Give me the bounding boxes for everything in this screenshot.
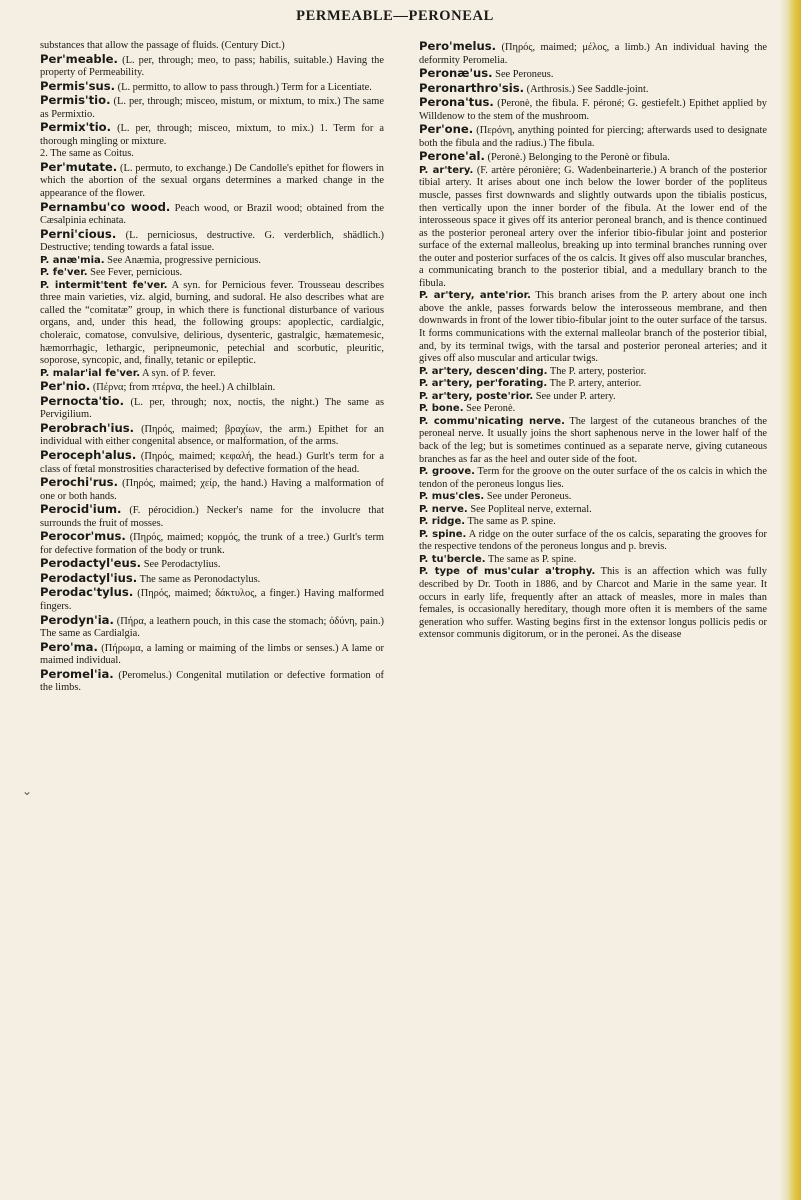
entry-definition: (Πηρός, maimed; κεφαλή, the head.) Gurlt's term for a class of fœtal monstrosities characterised by defective formation of the head. (40, 450, 384, 475)
entry-headword: P. ar'tery, poste'rior. (419, 390, 534, 402)
entry-definition: (Πηρός, maimed; μέλος, a limb.) An individual having the deformity Peromelia. (419, 42, 767, 66)
entry-definition: The P. artery, posterior. (547, 365, 647, 377)
dictionary-entry (40, 94, 384, 121)
entry-headword: Perodactyl'eus. (40, 556, 142, 571)
entry-headword: P. groove. (419, 466, 475, 478)
entry-definition: The largest of the cutaneous branches of the peroneal nerve. It usually joins the short saphenous nerve in the lower half of the back of the leg; but is sometimes continued as a separate nerve, giving cutaneous branches as far as the heel and outer side of the foot. (419, 415, 767, 465)
entry-definition: This is an affection which was fully described by Dr. Tooth in 1886, and by Charcot and Marie in the same year. It occurs in early life, frequently after an attack of measles, more in males than females, is occasionally hereditary, though more often it is members of the same generation who suffer. Wasting begins first in the extensor longus pollicis pedis or extensor communis digitorum, or in the peronei. As the disease (419, 566, 767, 641)
dictionary-entry (40, 614, 384, 641)
entry-definition: See Peronè. (463, 403, 516, 415)
entry-definition: See Anæmia, progressive pernicious. (104, 254, 261, 266)
entry-definition: See under Peroneus. (484, 491, 572, 503)
dictionary-entry (419, 82, 767, 97)
entry-headword: P. anæ'mia. (40, 254, 105, 266)
entry-definition: A syn. of P. fever. (140, 367, 216, 379)
entry-headword: Perni'cious. (40, 226, 117, 241)
dictionary-entry (419, 504, 767, 517)
entry-definition: (Πηρός, maimed; βραχίων, the arm.) Epithet for an individual with either congenital absence, or malformation, of the arms. (40, 423, 384, 448)
entry-definition: See Peroneus. (492, 69, 554, 81)
dictionary-entry (419, 416, 767, 466)
entry-headword: P. ar'tery, ante'rior. (419, 290, 531, 302)
dictionary-entry (40, 53, 384, 80)
dictionary-entry (40, 121, 384, 148)
entry-headword: P. ar'tery. (419, 164, 474, 176)
entry-headword: P. malar'ial fe'ver. (40, 367, 140, 379)
dictionary-entry (40, 280, 384, 368)
entry-headword: P. bone. (419, 403, 464, 415)
entry-headword: P. tu'bercle. (419, 553, 486, 565)
entry-headword: P. mus'cles. (419, 491, 485, 503)
entry-definition: See Perodactylius. (141, 559, 221, 571)
entry-headword: Pernocta'tio. (40, 393, 124, 408)
entry-headword: Perodactyl'ius. (40, 570, 138, 585)
dictionary-entry (40, 80, 384, 95)
entry-headword: P. ar'tery, descen'ding. (419, 365, 548, 377)
entry-definition: (Peronè, the fibula. F. péroné; G. gestiefelt.) Epithet applied by Willdenow to the stem of the mushroom. (419, 98, 767, 122)
entry-definition: (Peronè.) Belonging to the Peronè or fibula. (484, 152, 670, 164)
entry-headword: Per'mutate. (40, 159, 118, 174)
entry-definition: (L. permuto, to exchange.) De Candolle's epithet for flowers in which the abortion of the sexual organs determines a marked change in the appearance of the flower. (40, 162, 384, 200)
entry-headword: P. intermit'tent fe'ver. (40, 279, 168, 291)
entry-definition: Term for the groove on the outer surface of the os calcis in which the tendon of the peroneus longus lies. (419, 466, 767, 490)
entry-definition: (F. artère péronière; G. Wadenbeinarterie.) A branch of the posterior tibial artery. It arises about one inch below the lower border of the popliteus muscle, passes first downwards and slightly outwards upon the tibialis posticus, then vertically upon the inner border of the fibula. At the lower end of the interosseous space it gives off its anterior peroneal branch, and is thence continued as the posterior peroneal artery over the inferior tibio-fibular joint and posterior surface of the external malleolus, breaking up into terminal branches running over the outer and posterior surfaces of the os calcis. It gives off also muscular branches, a communicating branch to the posterior tibial, and a medullary branch to the fibula. (419, 164, 767, 289)
dictionary-entry (40, 161, 384, 201)
entry-headword: Peronarthro'sis. (419, 80, 525, 95)
entry-headword: Perobrach'ius. (40, 420, 135, 435)
entry-definition: A syn. for Pernicious fever. Trousseau describes three main varieties, viz. algid, burning, and sudoral. He also describes what are called the “comitatæ” group, in which there is functional disturbance of various organs, and, under this head, the following groups: apoplectic, cardialgic, choleraic, comatose, convulsive, delirious, dysenteric, gastralgic, hæmatemesic, hæmorrhagic, lethargic, peripneumonic, petechial and scorbutic, pleuritic, soporose, syncopic, and, finally, tetanic or epileptic. (40, 279, 385, 367)
dictionary-entry (40, 201, 384, 228)
entry-headword: Permis'sus. (40, 78, 116, 93)
dictionary-entry (40, 380, 384, 395)
running-header: PERMEABLE—PERONEAL (296, 8, 494, 24)
entry-definition: A ridge on the outer surface of the os calcis, separating the grooves for the respective tendons of the peroneus longus and p. brevis. (419, 528, 768, 553)
entry-definition: (Πηρός, maimed; δάκτυλος, a finger.) Having malformed fingers. (40, 588, 384, 612)
entry-definition: The same as Peronodactylus. (137, 573, 261, 585)
entry-definition: The same as P. spine. (465, 516, 556, 528)
entry-headword: Peroceph'alus. (40, 447, 137, 462)
dictionary-entry (40, 228, 384, 255)
entry-headword: P. commu'nicating nerve. (419, 415, 565, 427)
entry-headword: Perodyn'ia. (40, 612, 114, 627)
entry-definition: (L. per, through; nox, noctis, the night.) The same as Pervigilium. (40, 396, 384, 421)
dictionary-entry (419, 554, 767, 567)
dictionary-entry (40, 449, 384, 476)
entry-headword: Pero'melus. (419, 39, 497, 53)
entry-headword: P. ar'tery, per'forating. (419, 378, 548, 390)
dictionary-entry (419, 529, 767, 554)
entry-definition: (Πήρα, a leathern pouch, in this case the stomach; ὀδύνη, pain.) The same as Cardialgia. (40, 615, 384, 640)
entry-definition: The same as P. spine. (485, 553, 577, 565)
dictionary-entry (419, 67, 767, 82)
entry-headword: Perocor'mus. (40, 529, 126, 544)
dictionary-entry (419, 165, 767, 290)
dictionary-entry (40, 586, 384, 613)
dictionary-entry (419, 491, 767, 504)
entry-headword: Permix'tio. (40, 120, 112, 135)
entry-definition: The P. artery, anterior. (547, 378, 642, 390)
dictionary-entry (40, 368, 384, 381)
entry-definition: See Fever, pernicious. (87, 267, 183, 279)
entry-definition: (L. per, through; misceo, mistum, or mixtum, to mix.) The same as Permixtio. (40, 96, 384, 120)
entry-definition: (L. per, through; misceo, mixtum, to mix.) 1. Term for a thorough mingling or mixture. (40, 123, 384, 147)
entry-headword: Per'meable. (40, 51, 118, 66)
entry-definition: Peach wood, or Brazil wood; obtained from the Cæsalpinia echinata. (40, 202, 384, 227)
dictionary-entry (419, 366, 767, 379)
entry-definition: This branch arises from the P. artery about one inch above the ankle, passes forwards below the interosseous membrane, and then downwards in front of the lower tibio-fibular joint to the outer surface of the tarsus. It forms communications with the external malleolar branch of the posterior tibial, and, by its terminal twigs, with the tarsal and posterior peroneal arteries; and it gives off also muscular and articular twigs. (419, 290, 767, 365)
entry-definition: 2. The same as Coitus. (40, 148, 134, 160)
entry-headword: Per'one. (419, 122, 474, 137)
dictionary-entry (419, 466, 767, 491)
dictionary-entry (419, 96, 767, 123)
right-column (419, 40, 767, 642)
entry-definition: (F. pérocidion.) Necker's name for the involucre that surrounds the fruit of mosses. (40, 505, 384, 529)
entry-headword: Perocid'ium. (40, 502, 122, 517)
entry-headword: Perochi'rus. (40, 475, 118, 490)
entry-definition: (Arthrosis.) See Saddle-joint. (524, 83, 649, 95)
margin-mark: ⌄ (22, 784, 33, 798)
entry-headword: Peronæ'us. (419, 66, 493, 81)
dictionary-entry (419, 403, 767, 416)
entry-definition: (L. perniciosus, destructive. G. verderblich, shädlich.) Destructive; tending towards a fatal issue. (40, 229, 384, 254)
dictionary-entry (419, 150, 767, 165)
dictionary-entry (419, 391, 767, 404)
dictionary-entry (419, 378, 767, 391)
dictionary-entry (40, 503, 384, 530)
dictionary-entry (40, 668, 384, 695)
dictionary-entry (40, 395, 384, 422)
entry-definition: (Peromelus.) Congenital mutilation or defective formation of the limbs. (40, 669, 384, 694)
dictionary-entry (419, 290, 767, 365)
entry-headword: Perone'al. (419, 149, 485, 164)
entry-definition: (Περόνη, anything pointed for piercing; afterwards used to designate both the fibula and the radius.) The fibula. (419, 125, 767, 149)
dictionary-entry (419, 566, 767, 641)
entry-headword: P. type of mus'cular a'trophy. (419, 566, 596, 578)
entry-headword: Pernambu'co wood. (40, 199, 171, 214)
entry-definition: (Πέρνα; from πτέρνα, the heel.) A chilblain. (90, 382, 276, 394)
dictionary-entry (419, 516, 767, 529)
dictionary-entry (40, 422, 384, 449)
entry-headword: Perona'tus. (419, 95, 494, 110)
dictionary-entry (419, 123, 767, 150)
entry-definition: See under P. artery. (533, 390, 616, 402)
entry-headword: P. nerve. (419, 503, 468, 515)
dictionary-entry (40, 476, 384, 503)
dictionary-entry (40, 641, 384, 668)
dictionary-entry (40, 255, 384, 268)
entry-definition: (L. per, through; meo, to pass; habilis, suitable.) Having the property of Permeability. (40, 54, 384, 79)
dictionary-entry (40, 530, 384, 557)
entry-definition: (Πηρός, maimed; χείρ, the hand.) Having a malformation of one or both hands. (40, 478, 384, 502)
entry-headword: Permis'tio. (40, 93, 111, 108)
entry-headword: Perodac'tylus. (40, 585, 134, 600)
entry-definition: (L. permitto, to allow to pass through.) Term for a Licentiate. (115, 81, 372, 93)
dictionary-entry (419, 40, 767, 67)
left-column (40, 40, 384, 695)
dictionary-entry (40, 267, 384, 280)
entry-headword: P. spine. (419, 528, 467, 540)
entry-definition: (Πηρός, maimed; κορμός, the trunk of a tree.) Gurlt's term for defective formation of the body or trunk. (40, 532, 384, 556)
entry-definition: See Popliteal nerve, external. (467, 503, 592, 515)
entry-headword: Pero'ma. (40, 639, 98, 654)
entry-headword: Peromel'ia. (40, 666, 114, 681)
dictionary-entry (40, 572, 384, 587)
dictionary-entry (40, 557, 384, 572)
entry-headword: Per'nio. (40, 379, 91, 394)
page-edge-tab (779, 0, 801, 1200)
entry-definition: (Πήρωμα, a laming or maiming of the limbs or senses.) A lame or maimed individual. (40, 642, 384, 667)
entry-definition: substances that allow the passage of fluids. (Century Dict.) (40, 40, 285, 51)
entry-headword: P. ridge. (419, 516, 466, 528)
entry-headword: P. fe'ver. (40, 267, 88, 279)
